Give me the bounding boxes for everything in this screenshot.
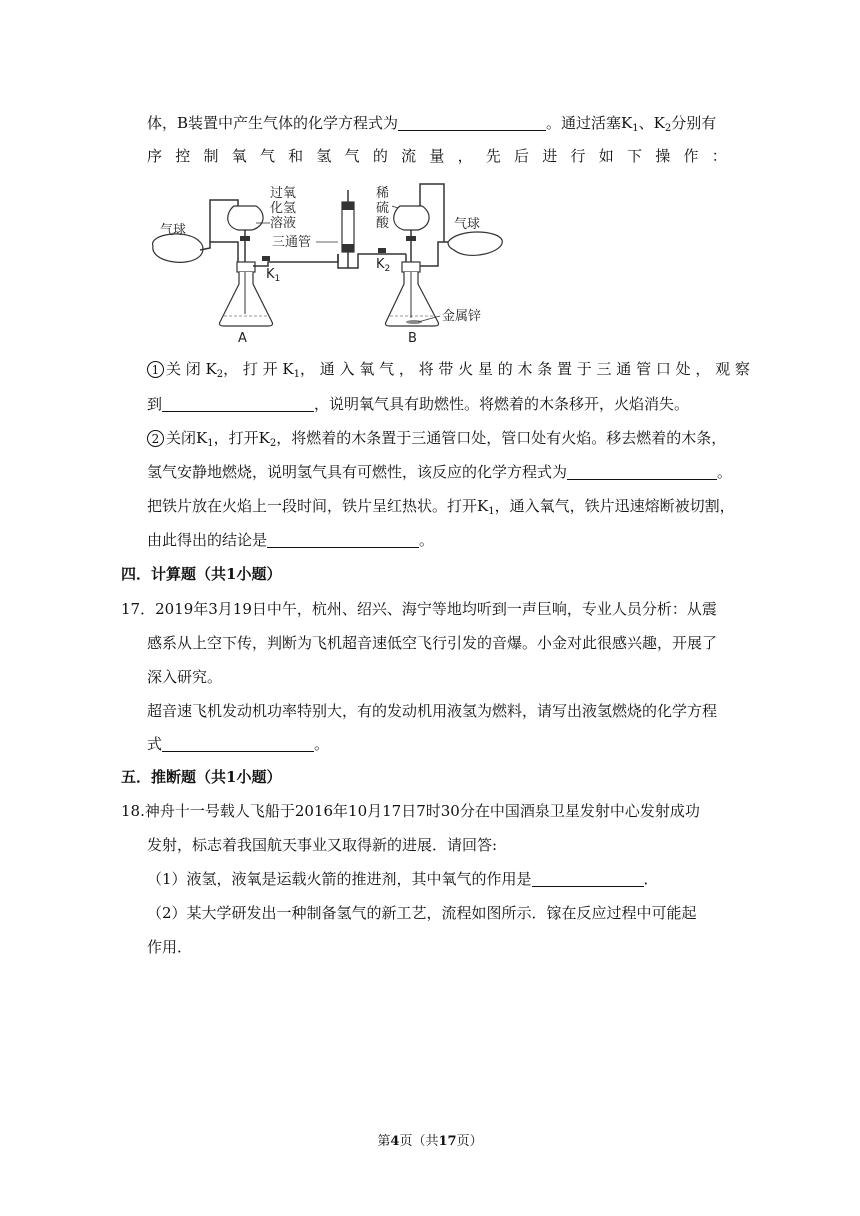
acid-label-3: 酸: [376, 216, 390, 231]
peroxide-label-2: 化氢: [270, 201, 297, 216]
total-pages: 17: [438, 1134, 457, 1149]
question-17-line-4: 超音速飞机发动机功率特别大，有的发动机用液氢为燃料，请写出液氢燃烧的化学方程: [147, 702, 718, 720]
step-1-line-1: [147, 358, 750, 386]
justified-char: ，: [457, 147, 473, 165]
justified-char: 和: [288, 147, 304, 165]
text-segment: 关闭K: [166, 429, 208, 447]
question-18-line-4: （2）某大学研发出一种制备氢气的新工艺，流程如图所示．镓在反应过程中可能起: [147, 904, 697, 922]
justified-char: 流: [401, 147, 417, 165]
answer-blank[interactable]: [162, 395, 314, 412]
question-17-line-2: 感系从上空下传，判断为飞机超音速低空飞行引发的音爆。小金对此很感兴趣，开展了: [147, 634, 718, 652]
flask-b-label: B: [408, 331, 417, 346]
funnel-a: [228, 206, 263, 262]
balloon-left: [153, 222, 203, 262]
section-heading-5: 五．推断题（共1小题）: [121, 768, 282, 786]
answer-blank[interactable]: [567, 463, 717, 480]
acid-label-1: 稀: [376, 186, 390, 201]
paragraph-line-2: [147, 145, 727, 167]
text-segment: 、K: [638, 114, 665, 132]
text-segment: ．: [643, 870, 659, 888]
question-17-line-3: 深入研究。: [147, 668, 223, 686]
valve-k1: [262, 256, 280, 284]
justified-char: 如: [598, 147, 614, 165]
step-2-line-3: [147, 495, 735, 523]
zinc-label: 金属锌: [442, 309, 482, 324]
subscript: 2: [269, 438, 277, 449]
text-segment: 式: [147, 735, 163, 753]
justified-char: 后: [514, 147, 530, 165]
justified-char: 下: [626, 147, 642, 165]
footer-text: 第: [377, 1134, 391, 1149]
balloon-left-label: 气球: [160, 223, 187, 238]
subscript: 1: [293, 369, 301, 380]
text-segment: ， 打 开 K: [223, 360, 294, 378]
flask-a-label: A: [238, 331, 247, 346]
text-segment: 把铁片放在火焰上一段时间，铁片呈红热状。打开K: [147, 497, 489, 515]
text-segment: 。: [419, 531, 435, 549]
text-segment: 体，B装置中产生气体的化学方程式为: [147, 114, 399, 132]
text-segment: ，将燃着的木条置于三通管口处，管口处有火焰。移去燃着的木条，: [276, 429, 727, 447]
valve-k2-label: $K_2$: [376, 257, 391, 274]
balloon-right: [448, 216, 502, 255]
subscript: 2: [216, 369, 224, 380]
peroxide-label-3: 溶液: [270, 216, 297, 231]
tee-label: 三通管: [272, 235, 312, 250]
justified-char: 操: [655, 147, 671, 165]
justified-char: 控: [175, 147, 191, 165]
footer-text: 页）: [456, 1134, 483, 1149]
justified-char: 序: [147, 147, 163, 165]
justified-char: 的: [372, 147, 388, 165]
section-heading-4: 四．计算题（共1小题）: [121, 565, 282, 583]
text-segment: 氢气安静地燃烧，说明氢气具有可燃性，该反应的化学方程式为: [147, 463, 568, 481]
justified-char: 氧: [231, 147, 247, 165]
step-2-line-4: [147, 529, 434, 551]
page-footer: [0, 1130, 860, 1149]
apparatus-diagram: [148, 176, 508, 348]
step-2-line-2: [147, 461, 732, 483]
text-segment: （1）液氢，液氧是运载火箭的推进剂，其中氧气的作用是: [147, 870, 532, 888]
footer-text: 页（共: [399, 1134, 439, 1149]
justified-char: 进: [542, 147, 558, 165]
question-18-line-1: 18.神舟十一号载人飞船于2016年10月17日7时30分在中国酒泉卫星发射中心发射成功: [121, 802, 700, 820]
step-number: 2: [147, 430, 164, 447]
text-segment: 。: [314, 735, 330, 753]
subscript: 1: [488, 506, 495, 517]
subscript: 2: [664, 123, 672, 134]
tee-tube: [342, 190, 354, 268]
justified-char: 制: [203, 147, 219, 165]
justified-char: 气: [259, 147, 275, 165]
text-segment: 。: [717, 463, 733, 481]
answer-blank[interactable]: [267, 531, 419, 548]
justified-char: ：: [711, 147, 727, 165]
justified-char: 氢: [316, 147, 332, 165]
text-segment: ，打开K: [213, 429, 270, 447]
text-segment: ，通入氧气，铁片迅速熔断被切割，: [494, 497, 735, 515]
text-segment: 分别有: [671, 114, 717, 132]
question-17-line-5: [147, 733, 329, 755]
justified-char: 先: [485, 147, 501, 165]
question-18-line-3: [147, 868, 659, 890]
valve-k1-label: $K_1$: [266, 267, 281, 284]
text-segment: 到: [147, 395, 163, 413]
text-segment: ， 通 入 氧 气 ， 将 带 火 星 的 木 条 置 于 三 通 管 口 处 ， 观 察: [300, 360, 750, 378]
step-2-line-1: [147, 427, 726, 455]
flask-b: [386, 262, 439, 326]
subscript: 1: [207, 438, 214, 449]
answer-blank[interactable]: [162, 735, 314, 752]
subscript: 1: [632, 123, 639, 134]
text-segment: 关 闭 K: [166, 360, 217, 378]
step-1-line-2: [147, 393, 689, 415]
question-18-line-5: 作用．: [147, 938, 193, 956]
answer-blank[interactable]: [398, 114, 546, 131]
justified-char: 气: [344, 147, 360, 165]
flask-a: [220, 262, 273, 326]
acid-label-2: 硫: [376, 201, 390, 216]
text-segment: 由此得出的结论是: [147, 531, 268, 549]
answer-blank[interactable]: [532, 870, 644, 887]
valve-k2: [376, 248, 390, 274]
justified-char: 作: [683, 147, 699, 165]
paragraph-line-1: [147, 112, 716, 140]
text-segment: ，说明氧气具有助燃性。将燃着的木条移开，火焰消失。: [314, 395, 690, 413]
justified-char: 行: [570, 147, 586, 165]
text-segment: 。通过活塞K: [546, 114, 633, 132]
page-number: 4: [390, 1134, 400, 1149]
balloon-right-label: 气球: [454, 217, 481, 232]
step-number: 1: [147, 361, 164, 378]
question-17-line-1: 17．2019年3月19日中午，杭州、绍兴、海宁等地均听到一声巨响，专业人员分析：从震: [121, 600, 717, 618]
peroxide-label-1: 过氧: [270, 186, 297, 201]
justified-char: 量: [429, 147, 445, 165]
question-18-line-2: 发射，标志着我国航天事业又取得新的进展．请回答:: [147, 836, 498, 854]
